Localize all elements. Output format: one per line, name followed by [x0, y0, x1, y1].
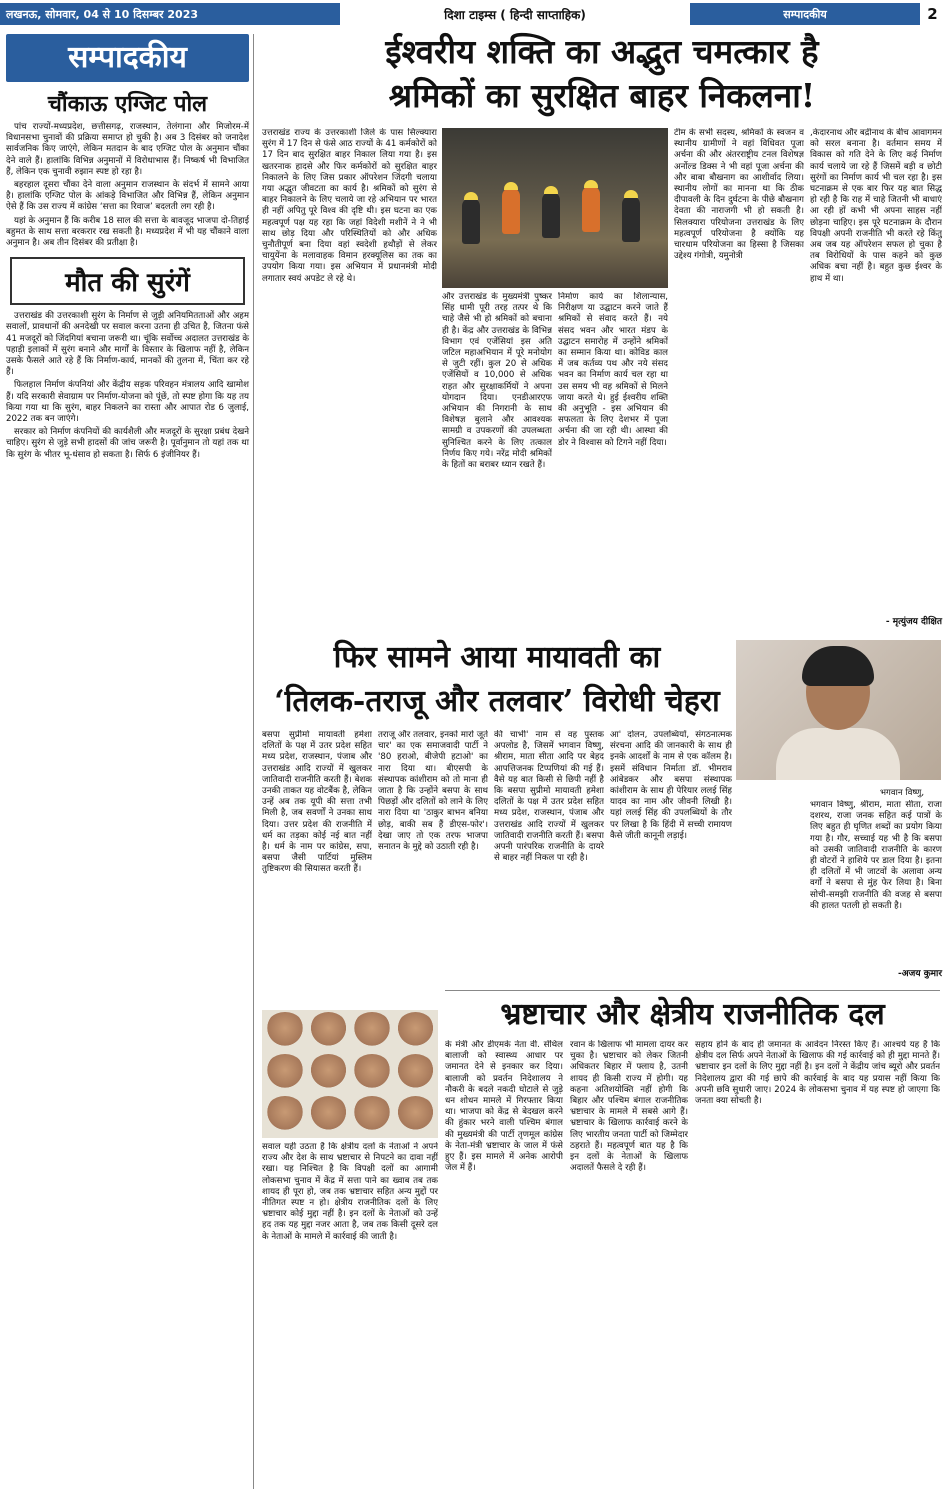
header-date: लखनऊ, सोमवार, 04 से 10 दिसम्बर 2023 [0, 3, 340, 25]
headline-line-1: ईश्वरीय शक्ति का अद्भुत चमत्कार है [385, 32, 819, 71]
header-paper-name: दिशा टाइम्स ( हिन्दी साप्ताहिक) [444, 7, 586, 22]
top-col-4: टीम के सभी सदस्य, श्रमिकों के स्वजन व स्थानीय ग्रामीणों ने वहां विधिवत पूजा अर्चना की और अंतरराष्ट्रीय टनल विशेषज्ञ अर्नोल्ड डिक्स ने भी वहां पूजा अर्चना की और बाबा बौखनाग का आशीर्वाद लिया। स्थानीय लोगों का मानना था कि ठीक दीपावली के दिन दुर्घटना के पीछे बौखनाग देवता की नाराजगी भी हो सकती है। सिलक्यारा परियोजना उत्तराखंड के लिए महत्वपूर्ण परियोजना है क्योंकि यह चारधाम परियोजना का हिस्सा है जिसका उद्देश्य गंगोत्री, यमुनोत्री [674, 128, 804, 262]
portrait-face [308, 1012, 350, 1052]
rescue-workers-photo [442, 128, 668, 288]
helmet-icon [584, 180, 598, 188]
author-byline: - मृत्युंजय दीक्षित [885, 617, 942, 627]
editorial-column [6, 34, 254, 1489]
mid-col-1: बसपा सुप्रीमो मायावती हमेशा दलितों के पक्ष में उतर प्रदेश सहित मध्य प्रदेश, राजस्थान, पंजाब और उत्तराखंड आदि राज्यों में खुलकर जातिवादी राजनीति करती हैं। बेशक उनकी ताकत यह वोटबैंक है, लेकिन उन्हें अब तक यूपी की सत्ता तभी मिली है, जब सवर्णों ने उनका साथ दिया। उत्तर प्रदेश की राजनीति में धर्म का तड़का कोई नई बात नहीं है। धर्म के नाम पर कांग्रेस, सपा, बसपा जैसी पार्टियां मुस्लिम तुष्टिकरण की सियासत करती हैं। [262, 730, 372, 875]
helmet-icon [504, 182, 518, 190]
headline-line-2: श्रमिकों का सुरक्षित बाहर निकलना! [388, 76, 816, 115]
headline-mayawati [262, 636, 732, 724]
bottom-col-3: रवान के खिलाफ भी मामला दायर कर चुका है। भ्रष्टाचार को लेकर जितनी अधिकतर बिहार में फ्लाय है, उतनी शायद ही किसी राज्य में होगी। यह कहना अतिशयोक्ति नहीं होगी कि बिहार और पश्चिम बंगाल राजनीतिक भ्रष्टाचार के मामले में सबसे आगे हैं। भ्रष्टाचार के खिलाफ कार्रवाई करने के लिए भारतीय जनता पार्टी को जिम्मेदार ठहराते हैं। महत्वपूर्ण बात यह है कि इन दलों के नेताओं के खिलाफ अदालतें फैसले दे रही हैं। [570, 1040, 688, 1174]
top-col-1: उत्तराखंड राज्य के उत्तरकाशी जिले के पास सिल्क्यारा सुरंग में 17 दिन से फंसे आठ राज्यों के 41 कर्मकोरों को 17 दिन बाद सुरक्षित बाहर निकाल लिया गया है। इस खतरनाक हादसे और फिर कर्मकोरों को सुरक्षित बाहर निकालने के लिए जिस प्रकार ऑपरेशन जिंदगी चलाया गया अद्भुत जीवटता का कार्य है। श्रमिकों को सुरंग से बाहर निकालने के लिए चलाये जा रहे अभियान पर भारत ही नहीं अपितु पूरे विश्व की दृष्टि थी। इस घटना का एक महत्वपूर्ण पक्ष यह रहा कि जहां विदेशी मशीनें ने ने भी साथ छोड़ दिया और परिस्थितियों को और अधिक चुनौतीपूर्ण बना दिया वहां स्वदेशी हथौड़ों से लेकर चायुयेंना के मलावाहक विमान हरक्यूलिस का तक का उपयोग किया गया। इस अभियान में प्रधानमंत्री मोदी लगातार स्वयं अपडेट ले रहे थे। [262, 128, 437, 284]
portrait-face [351, 1012, 393, 1052]
paragraph: बहरहाल दूसरा चौंका देने वाला अनुमान राजस्थान के संदर्भ में सामने आया है। हालांकि एग्जिट पोल के आंकड़े विभाजित और विभिन्न हैं, लेकिन अनुमान ऐसे हैं कि उस राज्य में कांग्रेस ‘सत्ता का रिवाज’ बदलती लग रही है। [6, 180, 249, 213]
worker-figure [622, 196, 640, 242]
portrait-face [308, 1054, 350, 1094]
author-byline: -अजय कुमार [898, 969, 942, 979]
politicians-collage-photo [262, 1010, 438, 1138]
page-header [0, 0, 945, 28]
top-col-2: और उत्तराखंड के मुख्यमंत्री पुष्कर सिंह धामी पूरी तरह तत्पर थे कि चाहे जैसे भी हो श्रमिकों को बचाना ही है। केंद्र और उत्तराखंड के विभिन्न विभाग एवं एजेंसियां इस अति जटिल महाअभियान में पूरे मनोयोग से जुटी रहीं। कुल 20 से अधिक एजेंसियों व 10,000 से अधिक राहत और सुरक्षाकर्मियों ने अपना योगदान दिया। एनडीआरएफ अभियान की निगरानी के साथ विशेषज्ञ बुलाने और आवश्यक सामग्री व उपकरणों की उपलब्धता सुनिश्चित करने के लिए तत्काल निर्णय किए गये। नरेंद्र मोदी श्रमिकों के हितों का बराबर ध्यान रखते हैं। [442, 292, 552, 471]
paragraph: उत्तराखंड की उत्तरकाशी सुरंग के निर्माण से जुड़ी अनियमितताओं और अहम सवालों, प्रावधानों की अनदेखी पर सवाल करना उतना ही उचित है, जितना फंसे 41 मजदूरों को जिंदगियां बचाना जरूरी था। चूंकि सर्वोच्च अदालत उत्तराखंड के पहाड़ी इलाकों में सुरंग बनाने और मार्गों के विस्तार के खिलाफ नहीं है, लेकिन उसके फैसले आते रहे हैं कि निर्माण-कार्य, मानकों की तुलना में, चिंता कर रहे हैं। [6, 311, 249, 378]
headline-line-2: ‘तिलक-तराजू और तलवार’ विरोधी चेहरा [274, 684, 720, 719]
helmet-icon [544, 186, 558, 194]
worker-figure [582, 186, 600, 232]
mid-col-4: आ' दोलन, उपलब्धियों, संगठनात्मक संरचना आदि की जानकारी के साथ ही इनके आदर्शों के नाम से एक कॉलम है। इसमें संविधान निर्माता डॉ. भीमराव आंबेडकर और बसपा संस्थापक कांशीराम के साथ ही पेरियार ललई सिंह यादव का नाम और जीवनी लिखी है। यहां ललई सिंह की उपलब्धियों के तौर पर लिखा है कि हिंदी में सच्ची रामायण कैसे जीती कानूनी लड़ाई। [610, 730, 732, 841]
header-section: सम्पादकीय [690, 3, 920, 25]
portrait-face [395, 1054, 437, 1094]
bottom-col-4: सहाय होने के बाद ही जमानत के आवेदन निरस्त किए हैं। आश्चर्य यह है कि क्षेत्रीय दल सिर्फ अपने नेताओं के खिलाफ की गई कार्रवाई को ही मुद्दा मानते हैं। भ्रष्टाचार इन दलों के लिए मुद्दा नहीं है। इन दलों ने केंद्रीय जांच ब्यूरो और प्रवर्तन निदेशालय द्वारा की गई छापे की कार्रवाई के बाद यह प्रयास नहीं किया कि अपनी छवि सुधारी जाए। 2024 के लोकसभा चुनाव में यह स्पष्ट हो जाएगा कि जनता क्या सोचती है। [695, 1040, 940, 1107]
bottom-col-1: सवाल यही उठता है कि क्षेत्रीय दलों के नेताओं ने अपने राज्य और देश के साथ भ्रष्टाचार से निपटने का दावा नहीं रखा। यह निश्चित है कि विपक्षी दलों का आगामी लोकसभा चुनाव में केंद्र में सत्ता पाने का ख्वाब तब तक शायद ही पूरा हो, जब तक भ्रष्टाचार सहित अन्य मुद्दों पर नीतिगत स्पष्ट न हो। क्षेत्रीय राजनीतिक दलों के लिए भ्रष्टाचार कोई मुद्दा नहीं है। इन दलों के नेताओं को उन्हें हद तक यह मुद्दा नजर आता है, जब तक किसी दूसरे दल के नेताओं के मामले में कार्रवाई की जाती है। [262, 1142, 438, 1242]
paragraph: यहां के अनुमान हैं कि करीब 18 साल की सत्ता के बावजूद भाजपा दो-तिहाई बहुमत के साथ सत्ता बरकरार रख सकती है। मध्यप्रदेश में भी यह चौंकाने वाला अनुमान है। अब तीन दिसंबर की प्रतीक्षा है। [6, 215, 249, 249]
paragraph: सरकार को निर्माण कंपनियों की कार्यशैली और मजदूरों के सुरक्षा प्रबंध देखने चाहिए। सुरंग से जुड़े सभी हादसों की जांच जरूरी है। पूर्वानुमान तो यहां तक था कि सुरंग के भीतर भू-धंसाव हो सकता है। सिर्फ 6 इंजीनियर हैं। [6, 427, 249, 460]
top-col-5: ,केदारनाथ और बद्रीनाथ के बीच आवागमन को सरल बनाना है। वर्तमान समय में विकास को गति देने के लिए कई निर्माण कार्य चलाये जा रहे हैं जिसमें बड़ी व छोटी सुरंगों का निर्माण कार्य भी चल रहा है। इस घटनाक्रम से एक बार फिर यह बात सिद्ध हो रही है कि राह में चाहे जितनी भी बाधाएं आ रही हों कभी भी अपना साहस नहीं छोड़ना चाहिए। इस पूरे घटनाक्रम के दौरान विपक्षी अपनी राजनीति भी करते रहे किंतु अब जब यह ऑपरेशन सफल हो चुका है तब विरोधियों के पास कहने को कुछ अधिक बचा नहीं है। बहुत कुछ ईश्वर के हाथ में था। [810, 128, 942, 284]
portrait-face [264, 1012, 306, 1052]
top-col-3: निर्माण कार्य का शिलान्यास, निरीक्षण या उद्घाटन करने जाते हैं श्रमिकों से संवाद करते हैं। नये संसद भवन और भारत मंडप के उद्घाटन समारोह में उन्होंने श्रमिकों का सम्मान किया था। कोविड काल में जब कर्तव्य पथ और नये संसद भवन का निर्माण कार्य चल रहा था उस समय भी वह श्रमिकों से मिलने जाया करते थे। हुई ईश्वरीय शक्ति की अनुभूति - इस अभियान की सफलता के लिए देशभर में पूजा अर्चना की जा रही थी। आस्था की डोर ने विश्वास को टिगने नहीं दिया। [558, 292, 668, 448]
story-title-exit-poll: चौंकाऊ एग्जिट पोल [47, 91, 208, 117]
paragraph: फिलहाल निर्माण कंपनियां और केंद्रीय सड़क परिवहन मंत्रालय आदि खामोश हैं। यदि सरकारी सेवाग्राम पर निर्माण-योजना को पूंछें, तो स्पष्ट होगा कि यह तय किया गया था कि सुरंग, बाहर निकलने का रास्ता और आपात रोड 6 जुलाई, 2022 तक बन जाएंगे। [6, 380, 249, 425]
bottom-col-2: के मंत्री और डीएमके नेता वी. सेंथिल बालाजी को स्वास्थ्य आधार पर जमानत देने से इनकार कर दिया। बालाजी को प्रवर्तन निदेशालय ने नौकरी के बदले नकदी घोटाले से जुड़े धन शोधन मामले में गिरफ्तार किया था। भाजपा को केंद्र से बेदखल करने की हुंकार भरने वाली पश्चिम बंगाल की मुख्यमंत्री की पार्टी तृणमूल कांग्रेस के नेता-मंत्री भ्रष्टाचार के जाल में फंसे हुए हैं। इस मामले में अनेक आरोपी जेल में हैं। [445, 1040, 563, 1174]
portrait-face [351, 1096, 393, 1136]
story-title-tunnels: मौत की सुरंगें [10, 257, 245, 305]
portrait-face [308, 1096, 350, 1136]
portrait-face [395, 1012, 437, 1052]
editorial-masthead: सम्पादकीय [6, 34, 249, 82]
portrait-body [776, 728, 900, 780]
headline-corruption: भ्रष्टाचार और क्षेत्रीय राजनीतिक दल [445, 990, 940, 1035]
portrait-hair [802, 646, 874, 686]
mid-col-3: की चाभी' नाम से वह पुस्तक अपलोड है, जिसमें भगवान विष्णु, श्रीराम, माता सीता आदि पर बेहद आपत्तिजनक टिप्पणियां की गई हैं। वैसे यह बात किसी से छिपी नहीं है कि बसपा सुप्रीमो मायावती हमेशा दलितों के पक्ष में उतर प्रदेश सहित मध्य प्रदेश, राजस्थान, पंजाब और उत्तराखंड आदि राज्यों में खुलकर जातिवादी राजनीति करती हैं। बसपा अपनी पारंपरिक राजनीति के दायरे से बाहर नहीं निकल पा रही है। [494, 730, 604, 864]
photo-caption: भगवान विष्णु, [880, 788, 925, 798]
helmet-icon [464, 192, 478, 200]
page-number: 2 [927, 5, 938, 23]
portrait-face [395, 1096, 437, 1136]
worker-figure [502, 188, 520, 234]
headline-line-1: फिर सामने आया मायावती का [333, 640, 661, 675]
worker-figure [542, 192, 560, 238]
helmet-icon [624, 190, 638, 198]
mid-col-5: भगवान विष्णु, श्रीराम, माता सीता, राजा दशरथ, राजा जनक सहित कई पात्रों के लिए बहुत ही घृणित शब्दों का प्रयोग किया गया है। गौर, सच्चाई यह भी है कि बसपा को उसकी जातिवादी राजनीति के कारण ही वोटरों ने हाशिये पर डाल दिया है। इतना ही दलितों में भी जाटवों के अलावा अन्य वर्गों ने बसपा से मुंह फेर लिया है। बिना सोची-समझी राजनीति की वजह से बसपा की हालत पतली हो सकती है। [810, 800, 942, 911]
portrait-face [264, 1054, 306, 1094]
paragraph: पांच राज्यों-मध्यप्रदेश, छत्तीसगढ़, राजस्थान, तेलंगाना और मिजोरम-में विधानसभा चुनावों की प्रक्रिया समाप्त हो चुकी है। अब 3 दिसंबर को जनादेश सार्वजनिक किए जाएंगे, लेकिन मतदान के बाद एग्जिट पोल के अनुमान चौंका देने वाले हैं। हालांकि विभिन्न अनुमानों में विरोधाभास हैं। निष्कर्ष भी विभाजित हैं, लेकिन एक चुनावी रुझान स्पष्ट हो रहा है। [6, 122, 249, 177]
mayawati-photo [736, 640, 941, 780]
mid-col-2: तराजू और तलवार, इनको मारो जूते चार' का एक समाजवादी पार्टी ने '80 हराओ, बीजेपी हटाओ' का नारा दिया था। बीएसपी के संस्थापक कांशीराम को तो माना ही जाता है कि उन्होंने बसपा के साथ पिछड़ों और दलितों को लाने के लिए नारा दिया था 'ठाकुर बाभन बनिया छोड़, बाकी सब हैं डीएस-फोर'। देखा जाए तो एक तरफ भाजपा सनातन के मुद्दे को उठाती रही है। [378, 730, 488, 853]
portrait-face [351, 1054, 393, 1094]
story-body-tunnels [6, 311, 249, 461]
worker-figure [462, 198, 480, 244]
headline-rescue [262, 30, 942, 118]
portrait-face [264, 1096, 306, 1136]
story-body-exit-poll [6, 122, 249, 249]
